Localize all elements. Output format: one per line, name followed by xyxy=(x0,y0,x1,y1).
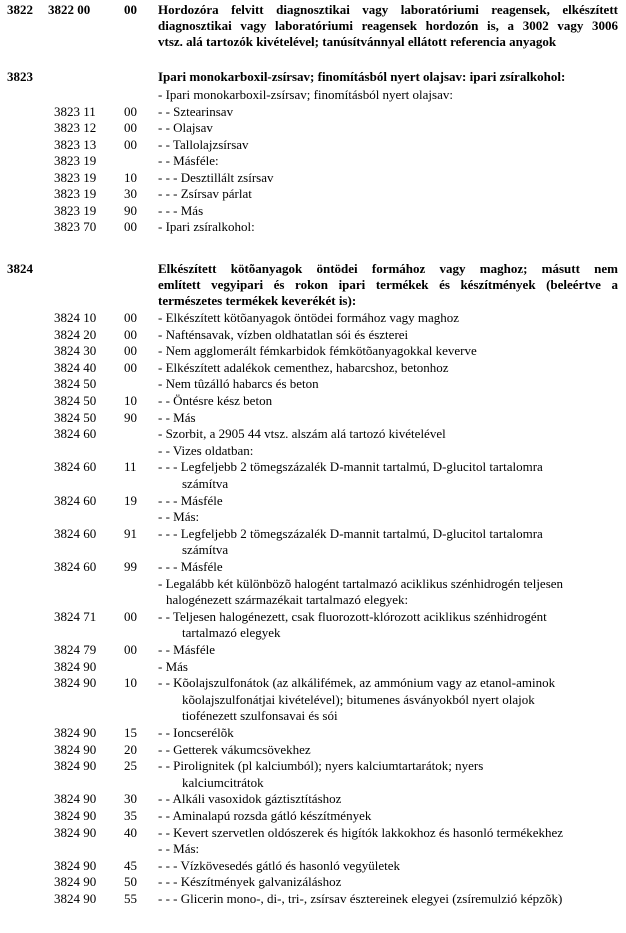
tariff-suffix: 25 xyxy=(124,758,137,774)
tariff-code: 3824 79 xyxy=(54,642,97,657)
tariff-suffix: 30 xyxy=(124,186,137,201)
tariff-code: 3824 60 xyxy=(54,426,97,442)
tariff-description: - - - Zsírsav párlat xyxy=(158,186,252,201)
tariff-description: - - - Legfeljebb 2 tömegszázalék D-mannit tartalmú, D-glucitol tartalomra xyxy=(158,459,543,475)
heading-line: diagnosztikai vagy laboratóriumi reagensek hordozón is, a 3002 vagy 3006 xyxy=(158,18,618,33)
heading-3822-text xyxy=(158,2,618,50)
tariff-suffix: 00 xyxy=(124,359,137,375)
tariff-description: - - Aminalapú rozsda gátló készítmények xyxy=(158,808,372,823)
tariff-code: 3824 90 xyxy=(54,758,97,774)
tariff-description: számítva xyxy=(182,476,229,491)
tariff-code: 3824 90 xyxy=(54,857,97,873)
tariff-description: - Szorbit, a 2905 44 vtsz. alszám alá tartozó kivételével xyxy=(158,426,446,442)
tariff-description: - - - Glicerin mono-, di-, tri-, zsírsav észtereinek elegyei (zsíremulzió képzõk) xyxy=(158,891,563,906)
tariff-description: kalciumcitrátok xyxy=(182,774,264,790)
tariff-description: - Legalább két különbözõ halogént tartalmazó aciklikus szénhidrogén teljesen xyxy=(158,575,564,591)
tariff-suffix: 00 xyxy=(124,310,137,325)
tariff-code: 3824 90 xyxy=(54,891,97,906)
tariff-description: - - Alkáli vasoxidok gáztisztításhoz xyxy=(158,791,342,807)
tariff-code: 3824 90 xyxy=(54,675,97,691)
heading-code: 3823 xyxy=(7,69,33,84)
heading-line: említett vegyipari és rokon ipari termékek és készítmények (beleértve a xyxy=(158,277,618,292)
tariff-description: halogénezett származékait tartalmazó elegyek: xyxy=(166,592,409,608)
tariff-description: tiofénezett szulfonsavai és sói xyxy=(182,708,338,724)
tariff-description: - - Teljesen halogénezett, csak fluorozott-klórozott aciklikus szénhidrogént xyxy=(158,608,547,624)
tariff-description: - - Más xyxy=(158,409,196,425)
tariff-code: 3823 13 xyxy=(54,136,97,152)
tariff-description: számítva xyxy=(182,542,229,558)
tariff-code: 3823 70 xyxy=(54,219,97,234)
tariff-suffix: 90 xyxy=(124,409,137,425)
tariff-description: - - - Legfeljebb 2 tömegszázalék D-mannit tartalmú, D-glucitol tartalomra xyxy=(158,525,543,541)
tariff-suffix: 00 xyxy=(124,326,137,342)
tariff-description: - Ipari zsíralkohol: xyxy=(158,219,255,234)
tariff-suffix: 19 xyxy=(124,492,137,508)
tariff-description: - - - Vízkövesedés gátló és hasonló vegyületek xyxy=(158,857,400,873)
tariff-description: - Elkészített adalékok cementhez, habarcshoz, betonhoz xyxy=(158,359,449,375)
tariff-description: - - Más: xyxy=(158,509,200,525)
tariff-suffix: 10 xyxy=(124,675,137,691)
tariff-suffix: 15 xyxy=(124,725,137,740)
tariff-suffix: 55 xyxy=(124,891,137,906)
subheading-code: 3822 00 xyxy=(48,2,91,17)
tariff-code: 3824 60 xyxy=(54,525,97,541)
heading-title: Ipari monokarboxil-zsírsav; finomításból nyert olajsav: ipari zsíralkohol: xyxy=(158,69,566,84)
tariff-code: 3824 90 xyxy=(54,725,97,740)
tariff-code: 3824 60 xyxy=(54,559,97,574)
tariff-description: - - Másféle xyxy=(158,642,216,657)
tariff-description: - - - Desztillált zsírsav xyxy=(158,169,274,185)
tariff-suffix: 10 xyxy=(124,169,137,185)
tariff-suffix: 00 xyxy=(124,642,137,657)
tariff-description: - - Másféle: xyxy=(158,153,219,168)
tariff-description: - - - Készítmények galvanizáláshoz xyxy=(158,874,342,890)
tariff-code: 3824 90 xyxy=(54,791,97,807)
tariff-suffix: 30 xyxy=(124,791,137,807)
tariff-description: - - - Más xyxy=(158,202,204,218)
tariff-suffix: 00 xyxy=(124,219,137,234)
tariff-code: 3824 71 xyxy=(54,608,97,624)
tariff-description: - - Pirolignitek (pl kalciumból); nyers kalciumtartarátok; nyers xyxy=(158,758,484,774)
tariff-description: - - Más: xyxy=(158,841,200,857)
tariff-suffix: 99 xyxy=(124,559,137,574)
tariff-description: - - Sztearinsav xyxy=(158,103,234,119)
tariff-description: - Elkészített kötõanyagok öntödei formához vagy maghoz xyxy=(158,310,460,325)
tariff-code: 3824 20 xyxy=(54,326,97,342)
tariff-code: 3824 90 xyxy=(54,808,97,823)
tariff-description: - - Tallolajzsírsav xyxy=(158,136,249,152)
tariff-code: 3824 60 xyxy=(54,492,97,508)
tariff-code: 3824 50 xyxy=(54,376,97,392)
tariff-suffix: 00 xyxy=(124,103,137,119)
tariff-description: tartalmazó elegyek xyxy=(182,625,281,641)
heading-line: Hordozóra felvitt diagnosztikai vagy laboratóriumi reagensek, elkészített xyxy=(158,2,618,17)
tariff-suffix: 90 xyxy=(124,202,137,218)
tariff-code: 3823 11 xyxy=(54,103,96,119)
tariff-suffix: 50 xyxy=(124,874,137,890)
tariff-code: 3824 90 xyxy=(54,874,97,890)
tariff-code: 3823 19 xyxy=(54,169,97,185)
tariff-code: 3824 90 xyxy=(54,824,97,840)
tariff-description: - - Öntésre kész beton xyxy=(158,393,273,408)
tariff-description: - Ipari monokarboxil-zsírsav; finomításból nyert olajsav: xyxy=(158,87,453,102)
heading-line: vtsz. alá tartozók kivételével; tanúsítvánnyal ellátott referencia anyagok xyxy=(158,34,557,49)
tariff-code: 3824 90 xyxy=(54,658,97,674)
tariff-suffix: 11 xyxy=(124,459,137,475)
tariff-code: 3823 19 xyxy=(54,186,97,201)
tariff-code: 3823 19 xyxy=(54,153,97,168)
tariff-description: - Nem tûzálló habarcs és beton xyxy=(158,376,319,392)
tariff-description: - Nafténsavak, vízben oldhatatlan sói és észterei xyxy=(158,326,409,342)
tariff-description: - - Vizes oldatban: xyxy=(158,442,254,458)
tariff-suffix: 91 xyxy=(124,525,137,541)
tariff-description: - Más xyxy=(158,658,188,674)
tariff-suffix: 45 xyxy=(124,857,137,873)
heading-code: 3822 xyxy=(7,2,33,17)
tariff-description: - - Kevert szervetlen oldószerek és higítók lakkokhoz és hasonló termékekhez xyxy=(158,824,564,840)
tariff-description: - - Kõolajszulfonátok (az alkálifémek, az ammónium vagy az etanol-aminok xyxy=(158,675,556,691)
heading-3824-text xyxy=(158,261,618,309)
tariff-suffix: 00 xyxy=(124,343,137,359)
tariff-description: - - Ioncserélõk xyxy=(158,725,234,740)
tariff-code: 3824 40 xyxy=(54,359,97,375)
tariff-code: 3824 50 xyxy=(54,409,97,425)
tariff-description: - - - Másféle xyxy=(158,559,223,574)
tariff-code: 3823 12 xyxy=(54,120,97,135)
tariff-description: - Nem agglomerált fémkarbidok fémkötõanyagokkal keverve xyxy=(158,343,477,359)
tariff-code: 3824 60 xyxy=(54,459,97,475)
code-suffix: 00 xyxy=(124,2,137,17)
tariff-suffix: 00 xyxy=(124,120,137,135)
tariff-suffix: 00 xyxy=(124,136,137,152)
tariff-suffix: 00 xyxy=(124,608,137,624)
heading-line: természetes termékek keverékét is): xyxy=(158,293,357,308)
tariff-code: 3824 30 xyxy=(54,343,97,359)
tariff-description: - - Olajsav xyxy=(158,120,213,135)
tariff-suffix: 40 xyxy=(124,824,137,840)
heading-code: 3824 xyxy=(7,261,33,276)
tariff-code: 3823 19 xyxy=(54,202,97,218)
tariff-description: - - Getterek vákumcsövekhez xyxy=(158,741,311,757)
heading-line: Elkészített kötõanyagok öntödei formához vagy maghoz; másutt nem xyxy=(158,261,618,276)
tariff-code: 3824 50 xyxy=(54,393,97,408)
tariff-description: - - - Másféle xyxy=(158,492,223,508)
tariff-suffix: 20 xyxy=(124,741,137,757)
tariff-code: 3824 10 xyxy=(54,310,97,325)
tariff-description: kõolajszulfonátjai kivételével); bitumenes ásványokból nyert olajok xyxy=(182,691,535,707)
tariff-code: 3824 90 xyxy=(54,741,97,757)
tariff-suffix: 10 xyxy=(124,393,137,408)
tariff-suffix: 35 xyxy=(124,808,137,823)
